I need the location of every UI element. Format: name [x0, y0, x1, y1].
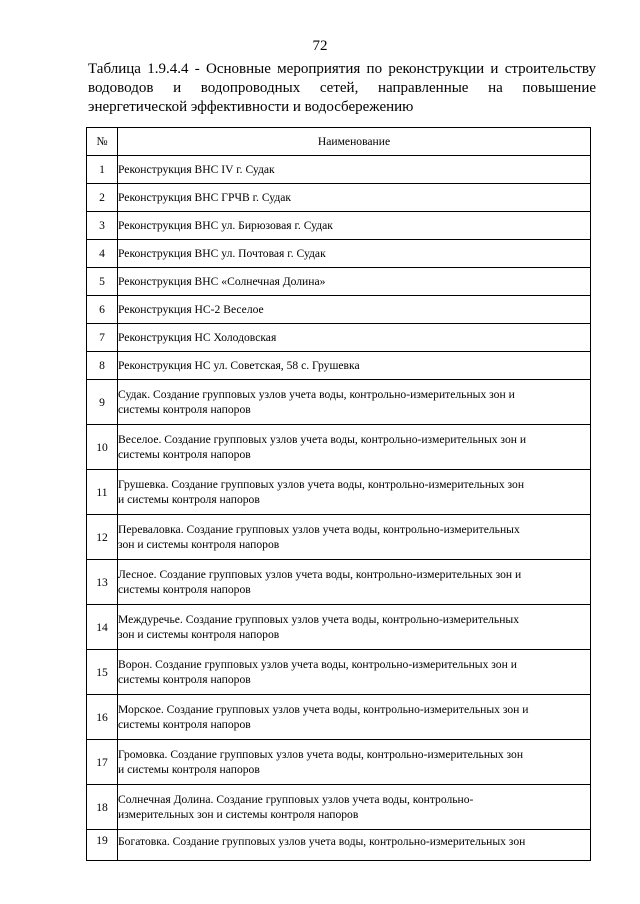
table-row — [87, 380, 591, 425]
row-number: 8 — [87, 352, 118, 380]
row-name-line: Солнечная Долина. Создание групповых узлов учета воды, контрольно- — [118, 792, 474, 806]
row-name: Реконструкция ВНС ГРЧВ г. Судак — [118, 184, 591, 212]
row-name-line: Междуречье. Создание групповых узлов учета воды, контрольно-измерительных — [118, 612, 519, 626]
row-name-line: и системы контроля напоров — [118, 493, 260, 506]
caption-line: Таблица 1.9.4.4 - Основные мероприятия по реконструкции и строительству — [88, 61, 596, 77]
row-name-line: Морское. Создание групповых узлов учета воды, контрольно-измерительных зон и — [118, 702, 529, 716]
row-name — [118, 785, 591, 830]
row-number: 12 — [87, 515, 118, 560]
table-row — [87, 560, 591, 605]
row-number: 5 — [87, 268, 118, 296]
row-name — [118, 650, 591, 695]
row-name-line: Переваловка. Создание групповых узлов учета воды, контрольно-измерительных — [118, 522, 520, 536]
table-row — [87, 212, 591, 240]
table-row — [87, 695, 591, 740]
row-name — [118, 695, 591, 740]
row-name: Реконструкция НС Холодовская — [118, 324, 591, 352]
row-name: Реконструкция ВНС IV г. Судак — [118, 156, 591, 184]
row-number: 10 — [87, 425, 118, 470]
header-name: Наименование — [118, 128, 591, 156]
row-number: 11 — [87, 470, 118, 515]
table-row — [87, 296, 591, 324]
row-name-line: системы контроля напоров — [118, 718, 251, 731]
row-number: 1 — [87, 156, 118, 184]
row-name-line: системы контроля напоров — [118, 673, 251, 686]
table-row — [87, 470, 591, 515]
table-row — [87, 785, 591, 830]
table-row — [87, 515, 591, 560]
table-row — [87, 740, 591, 785]
row-name — [118, 380, 591, 425]
row-name: Реконструкция НС ул. Советская, 58 с. Грушевка — [118, 352, 591, 380]
table-row — [87, 268, 591, 296]
measures-table — [86, 127, 591, 861]
row-name-line: Судак. Создание групповых узлов учета воды, контрольно-измерительных зон и — [118, 387, 515, 401]
row-name-line: зон и системы контроля напоров — [118, 628, 280, 641]
row-name-line: измерительных зон и системы контроля напоров — [118, 808, 359, 821]
row-name-line: Лесное. Создание групповых узлов учета воды, контрольно-измерительных зон и — [118, 567, 522, 581]
row-name — [118, 425, 591, 470]
row-name: Реконструкция НС-2 Веселое — [118, 296, 591, 324]
row-name-line: Ворон. Создание групповых узлов учета воды, контрольно-измерительных зон и — [118, 657, 517, 671]
header-number: № — [87, 128, 118, 156]
row-number: 18 — [87, 785, 118, 830]
row-number: 3 — [87, 212, 118, 240]
table-row — [87, 605, 591, 650]
row-number: 2 — [87, 184, 118, 212]
row-name — [118, 740, 591, 785]
table-row — [87, 425, 591, 470]
table-row — [87, 156, 591, 184]
row-number: 14 — [87, 605, 118, 650]
row-name-line: Грушевка. Создание групповых узлов учета воды, контрольно-измерительных зон — [118, 477, 525, 491]
table-header-row — [87, 128, 591, 156]
row-name-line: системы контроля напоров — [118, 448, 251, 461]
row-name — [118, 515, 591, 560]
row-name: Богатовка. Создание групповых узлов учета воды, контрольно-измерительных зон — [118, 830, 591, 861]
row-number: 17 — [87, 740, 118, 785]
row-number: 19 — [87, 830, 118, 861]
row-name: Реконструкция ВНС ул. Бирюзовая г. Судак — [118, 212, 591, 240]
table-row — [87, 184, 591, 212]
row-name-line: системы контроля напоров — [118, 403, 251, 416]
row-number: 7 — [87, 324, 118, 352]
table-row — [87, 830, 591, 861]
row-name — [118, 470, 591, 515]
table-caption — [88, 60, 596, 117]
row-name-line: и системы контроля напоров — [118, 763, 260, 776]
row-name-line: Громовка. Создание групповых узлов учета воды, контрольно-измерительных зон — [118, 747, 524, 761]
table-row — [87, 650, 591, 695]
row-number: 16 — [87, 695, 118, 740]
page-number: 72 — [312, 38, 328, 54]
row-name: Реконструкция ВНС ул. Почтовая г. Судак — [118, 240, 591, 268]
row-number: 9 — [87, 380, 118, 425]
row-number: 4 — [87, 240, 118, 268]
caption-line: водоводов и водопроводных сетей, направленные на повышение — [88, 80, 596, 96]
row-name-line: системы контроля напоров — [118, 583, 251, 596]
row-number: 13 — [87, 560, 118, 605]
row-number: 15 — [87, 650, 118, 695]
table-row — [87, 324, 591, 352]
row-name: Реконструкция ВНС «Солнечная Долина» — [118, 268, 591, 296]
row-name-line: Веселое. Создание групповых узлов учета воды, контрольно-измерительных зон и — [118, 432, 527, 446]
row-name-line: зон и системы контроля напоров — [118, 538, 280, 551]
row-number: 6 — [87, 296, 118, 324]
row-name — [118, 605, 591, 650]
caption-line: энергетической эффективности и водосбережению — [88, 99, 414, 115]
table-row — [87, 352, 591, 380]
row-name — [118, 560, 591, 605]
table-row — [87, 240, 591, 268]
